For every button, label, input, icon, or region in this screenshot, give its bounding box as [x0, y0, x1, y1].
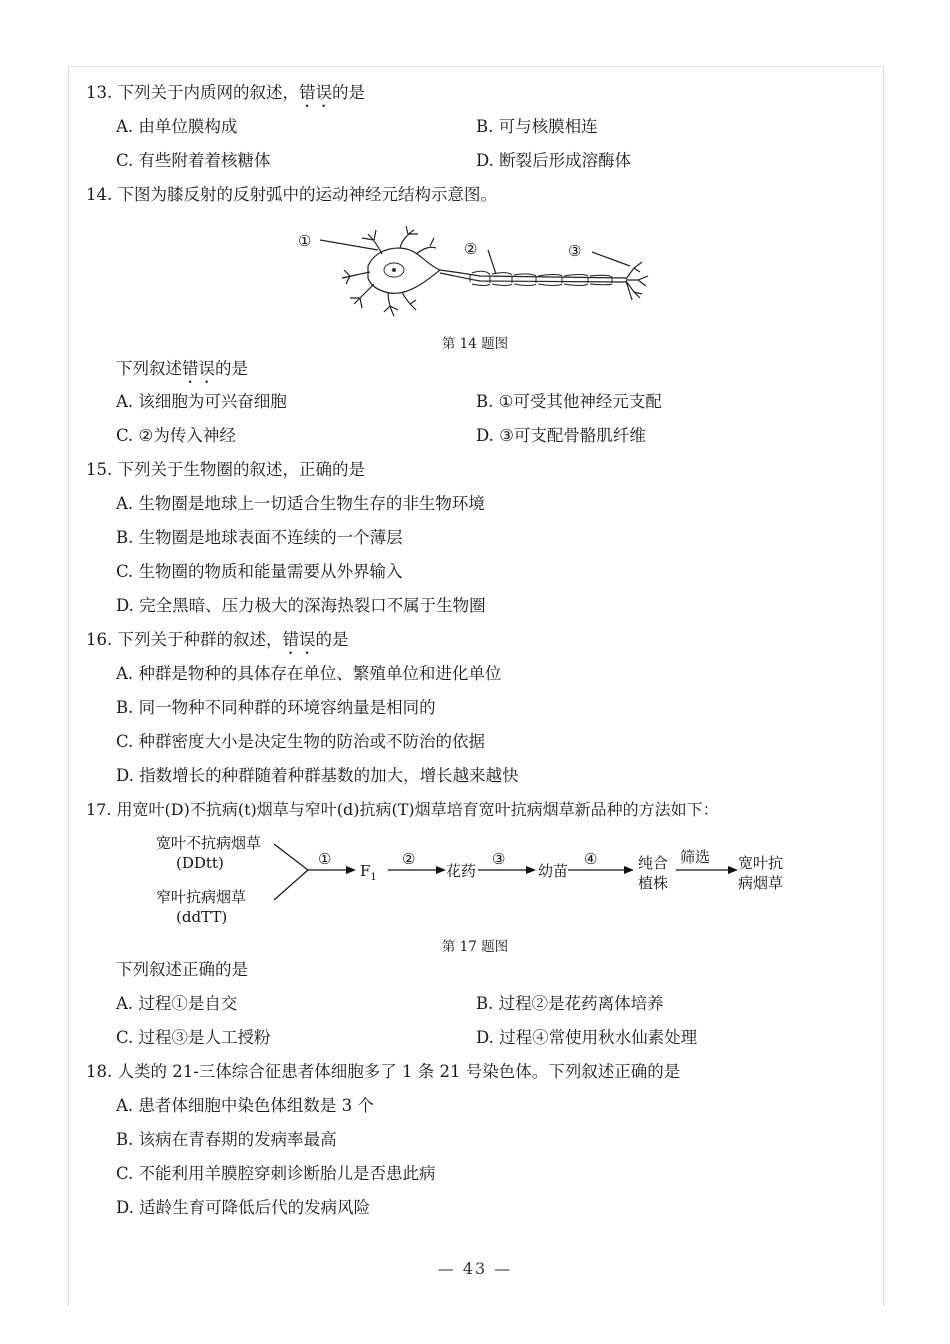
breeding-flow-diagram [150, 830, 810, 930]
screening-label: 筛选 [680, 848, 711, 866]
q15-option-a: A. 生物圈是地球上一切适合生物生存的非生物环境 [116, 494, 485, 513]
pure-line-label-1: 纯合 [638, 854, 669, 872]
q16-option-a: A. 种群是物种的具体存在单位、繁殖单位和进化单位 [116, 664, 502, 683]
q17-option-c: C. 过程③是人工授粉 [116, 1028, 271, 1047]
q14-figure-caption: 第 14 题图 [441, 336, 509, 352]
q14-stem: 14. 下图为膝反射的反射弧中的运动神经元结构示意图。 [86, 185, 497, 204]
q18-option-b: B. 该病在青春期的发病率最高 [116, 1130, 337, 1149]
neuron-label-3: ③ [568, 242, 582, 260]
parent1-genotype: (DDtt) [176, 854, 224, 872]
step-3-label: ③ [492, 850, 506, 868]
neuron-diagram [290, 226, 670, 324]
parent1-name: 宽叶不抗病烟草 [156, 834, 262, 852]
q18-option-d: D. 适龄生育可降低后代的发病风险 [116, 1198, 371, 1217]
seedling-label: 幼苗 [538, 862, 569, 880]
q18-option-c: C. 不能利用羊膜腔穿刺诊断胎儿是否患此病 [116, 1164, 436, 1183]
pure-line-label-2: 植株 [638, 874, 669, 892]
neuron-label-1: ① [298, 232, 312, 250]
q17-sub-stem: 下列叙述正确的是 [116, 960, 248, 979]
anther-label: 花药 [446, 862, 477, 880]
result-label-1: 宽叶抗 [738, 854, 784, 872]
q16-option-c: C. 种群密度大小是决定生物的防治或不防治的依据 [116, 732, 486, 751]
q17-figure-caption: 第 17 题图 [441, 939, 509, 955]
q15-stem: 15. 下列关于生物圈的叙述，正确的是 [86, 460, 365, 479]
q17-option-d: D. 过程④常使用秋水仙素处理 [476, 1028, 698, 1047]
q13-option-b: B. 可与核膜相连 [476, 117, 598, 136]
q13-option-d: D. 断裂后形成溶酶体 [476, 151, 632, 170]
step-4-label: ④ [584, 850, 598, 868]
q18-option-a: A. 患者体细胞中染色体组数是 3 个 [116, 1096, 374, 1115]
q16-option-b: B. 同一物种不同种群的环境容纳量是相同的 [116, 698, 436, 717]
parent2-genotype: (ddTT) [176, 908, 228, 926]
result-label-2: 病烟草 [738, 874, 784, 892]
q18-stem: 18. 人类的 21-三体综合征患者体细胞多了 1 条 21 号染色体。下列叙述正确的是 [86, 1062, 681, 1081]
q17-option-b: B. 过程②是花药离体培养 [476, 994, 664, 1013]
page-number: — 43 — [437, 1259, 513, 1278]
q17-stem: 17. 用宽叶(D)不抗病(t)烟草与窄叶(d)抗病(T)烟草培育宽叶抗病烟草新品种的方法如下： [86, 800, 719, 819]
q17-option-a: A. 过程①是自交 [116, 994, 238, 1013]
neuron-label-2: ② [464, 240, 478, 258]
f1-label: $F_1$ [360, 862, 377, 883]
q15-option-c: C. 生物圈的物质和能量需要从外界输入 [116, 562, 403, 581]
q14-option-b: B. ①可受其他神经元支配 [476, 392, 662, 411]
parent2-name: 窄叶抗病烟草 [156, 888, 247, 906]
q14-option-d: D. ③可支配骨骼肌纤维 [476, 426, 646, 445]
q16-option-d: D. 指数增长的种群随着种群基数的加大，增长越来越快 [116, 766, 519, 785]
step-2-label: ② [402, 850, 416, 868]
q16-stem: 16. 下列关于种群的叙述，错误的是 [86, 630, 349, 649]
step-1-label: ① [318, 850, 332, 868]
q13-option-c: C. 有些附着着核糖体 [116, 151, 271, 170]
q15-option-d: D. 完全黑暗、压力极大的深海热裂口不属于生物圈 [116, 596, 486, 615]
q13-option-a: A. 由单位膜构成 [116, 117, 238, 136]
q13-stem: 13. 下列关于内质网的叙述，错误的是 [86, 83, 365, 102]
q15-option-b: B. 生物圈是地球表面不连续的一个薄层 [116, 528, 403, 547]
q14-option-c: C. ②为传入神经 [116, 426, 236, 445]
q14-option-a: A. 该细胞为可兴奋细胞 [116, 392, 287, 411]
q14-sub-stem: 下列叙述错误的是 [116, 359, 248, 378]
